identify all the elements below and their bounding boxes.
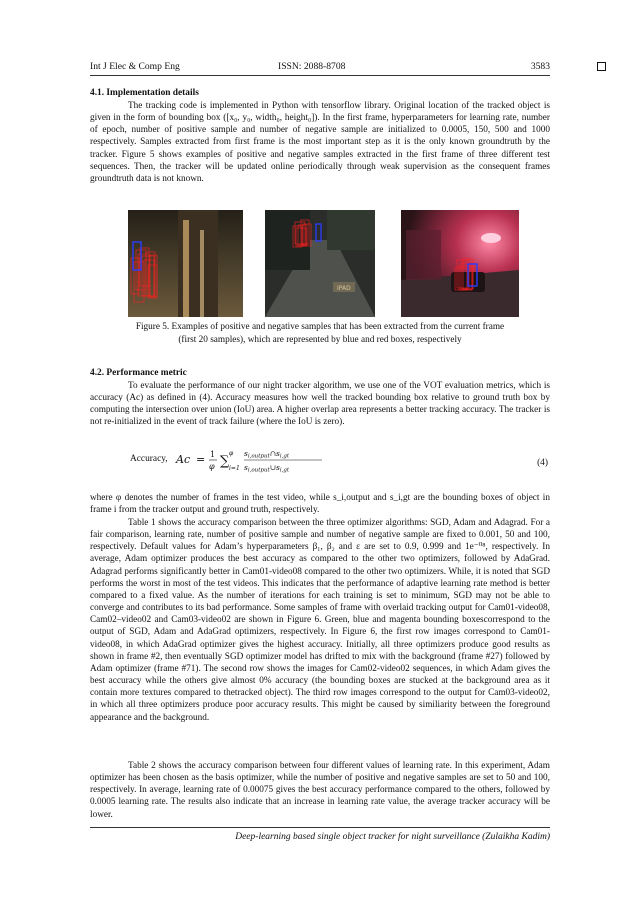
figure-5-caption (90, 321, 550, 347)
svg-text:φ: φ (209, 462, 215, 471)
page-number: 3583 (530, 61, 550, 72)
svg-text:φ: φ (229, 450, 234, 457)
formula-denominator: $s_{i,output}\cup s_{i,gt}$ (244, 463, 290, 474)
issn: ISSN: 2088-8708 (278, 61, 346, 72)
accuracy-formula (174, 440, 404, 482)
section-heading-4-2: 4.2. Performance metric (90, 368, 187, 378)
section-heading-4-1: 4.1. Implementation details (90, 88, 199, 98)
equation-label: Accuracy, (130, 454, 168, 464)
road-marking-text: IPAD (337, 285, 351, 292)
journal-name: Int J Elec & Comp Eng (90, 61, 180, 72)
formula-numerator: $s_{i,output}\cap s_{i,gt}$ (244, 449, 290, 460)
running-footer: Deep-learning based single object tracker for night surveillance (Zulaikha Kadim) (90, 827, 550, 842)
figure-5-image-3 (401, 210, 519, 317)
figure-5-image-1 (128, 210, 243, 317)
paragraph-implementation: The tracking code is implemented in Python with tensorflow library. Original location of the tracked object is given in the form of bounding box ([x₀, y₀, width₀, height₀]). In the first frame, hyperparameters for learning rate, number of epoch, number of positive sample and number of negative sample are initialized to 0.0005, 150, 500 and 1000 respectively. Samples extracted from first frame is the most important step as it is the only known groundtruth by the tracker. Figure 5 shows examples of positive and negative samples extracted in the first frame of three different test sequences. Then, the tracker will be updated online periodically through weak supervision as the consequent frames groundtruth data is not known. (90, 101, 550, 184)
caption-line-1: Figure 5. Examples of positive and negative samples that has been extracted from the current frame (135, 322, 505, 332)
paragraph-table-2: Table 2 shows the accuracy comparison between four different values of learning rate. In this experiment, Adam optimizer has been chosen as the basis optimizer, while the number of positive and negative samples are set to 50 and 100, respectively. In average, learning rate of 0.00075 gives the best accuracy performance compared to the others, followed by 0.0005 learning rate. The results also indicate that an increase in learning rate value, the average tracker accuracy will be lower. (90, 761, 550, 820)
svg-text:∑: ∑ (220, 454, 230, 469)
equation-number: (4) (537, 458, 548, 468)
paragraph-performance-metric: To evaluate the performance of our night tracker algorithm, we use one of the VOT evaluation metrics, which is accuracy (Ac) as defined in (4). Accuracy measures how well the tracked bounding box relative to ground truth box by computing the intersection over union (IoU) area. A higher overlap area represents a better tracking accuracy. The tracker is not re-initialized in the event of track failure (where the IoU is zero). (90, 381, 550, 428)
figure-5 (0, 210, 638, 320)
equation-4 (90, 440, 550, 482)
checkbox-square-icon (597, 62, 606, 71)
running-header (90, 61, 550, 76)
paragraph-table-1: Table 1 shows the accuracy comparison between the three optimizer algorithms: SGD, Adam and Adagrad. For a fair comparison, learning rate, number of positive sample and number of negative sample are fixed to 0.001, 50 and 100, respectively. Default values for Adam’s hyperparameters β₁, β₂ and ε are set to 0.9, 0.999 and 1e⁻⁰⁸, respectively. In average, Adam optimizer produces the best accuracy as compared to the other two optimizers, followed by AdaGrad. Adagrad performs significantly better in Cam01-video08 compared to the other two optimizers. While, it is noted that SGD performs the worst in most of the test videos. This indicates that the performance of adaptive learning rate method is better compared to a fixed value. As the number of iterations for each training is set to minimum, SGD may not be able to converge and contributes to its bad performance. Some samples of frame with overlaid tracking output for Cam01-video08, Cam02–video02 and Cam03-video02 are shown in Figure 6. Green, blue and magenta bounding boxescorrespond to the output of SGD, Adam and AdaGrad optimizers, respectively. In Figure 6, the first row images correspond to Cam01-video08, in which AdaGrad optimizer gives the highest accuracy. Initially, all three optimizers produce good results as shown in frame #2, then eventually SGD optimizer model has drifted to mix with the background (frame #27) followed by Adam optimizer (frame #71). The second row shows the images for Cam02-video02 sequences, in which Adam gives the best accuracy while the others give almost 0% accuracy (the bounding boxes are stucked at the background area as it contain more textures compared to thetracked object). The third row images correspond to the output for Cam03-video02, in which all three optimizers produce poor accuracy results. This might be caused by similiarity between the foreground appearance and the background. (90, 518, 550, 723)
formula-lhs: Ac (176, 453, 191, 466)
svg-text:i=1: i=1 (229, 465, 240, 472)
figure-5-image-2 (265, 210, 375, 317)
paragraph-where: where φ denotes the number of frames in the test video, while s_i,output and s_i,gt are the bounding boxes of object in frame i from the tracker output and ground truth, respectively. (90, 493, 550, 516)
svg-text:=: = (196, 453, 206, 466)
svg-text:1: 1 (210, 450, 216, 459)
caption-line-2: (first 20 samples), which are represented by blue and red boxes, respectively (178, 335, 462, 345)
